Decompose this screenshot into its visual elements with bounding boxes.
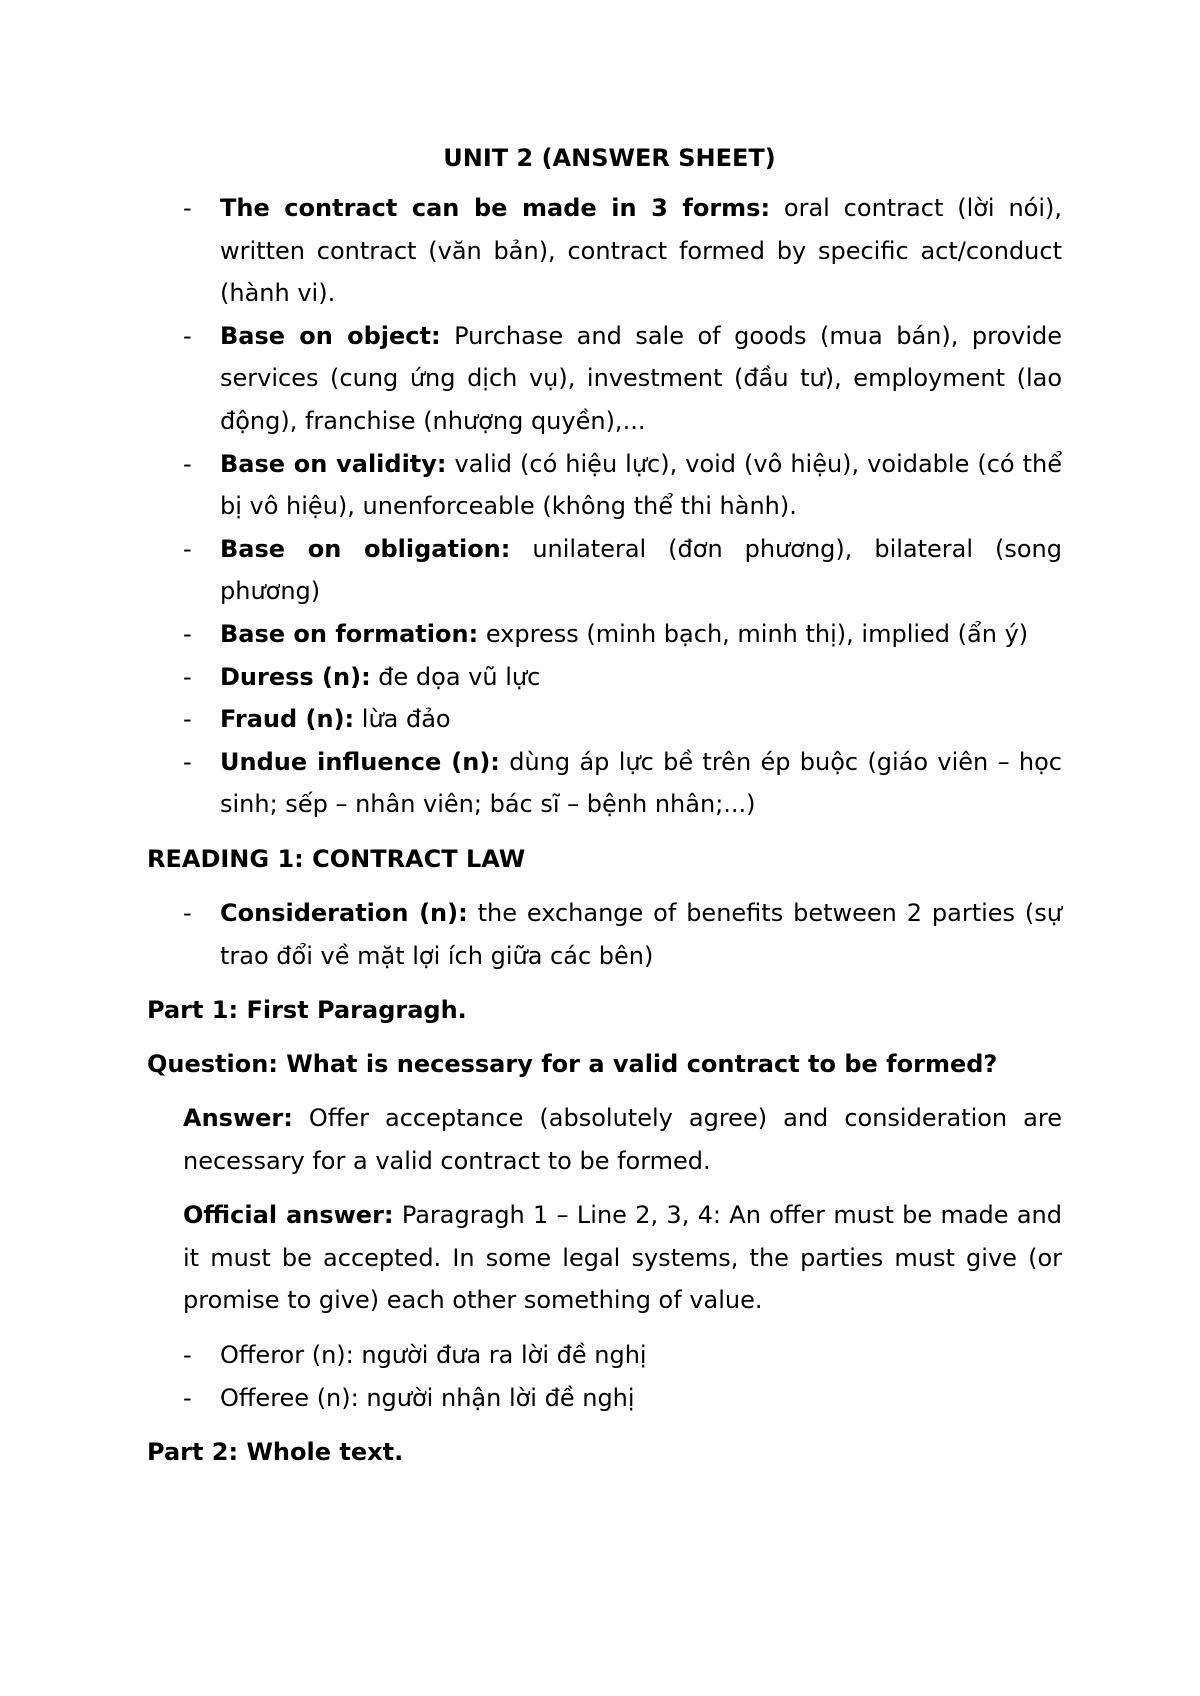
document-title: UNIT 2 (ANSWER SHEET) (443, 144, 776, 172)
definition: đe dọa vũ lực (370, 662, 541, 691)
term: Base on obligation: (220, 534, 511, 563)
term: The contract can be made in 3 forms: (220, 194, 771, 222)
official-answer-label: Official answer: (183, 1201, 394, 1230)
definition: oral contract (lời nói), written contract (văn bản), contract formed by specific act/conduct (hành vi). (220, 194, 1062, 308)
list-item (147, 892, 1062, 977)
term: Duress (n): (220, 662, 371, 691)
answer-paragraph (147, 1097, 1062, 1182)
vocab-list (147, 1334, 1062, 1419)
list-item (147, 315, 1062, 443)
answer-label: Answer: (183, 1104, 293, 1133)
answer-text: Offer acceptance (absolutely agree) and consideration are necessary for a valid contract to be formed. (183, 1104, 1062, 1175)
official-answer-paragraph (147, 1194, 1062, 1322)
list-item (147, 741, 1062, 826)
intro-list (147, 187, 1062, 826)
list-item: - Offeror (n): người đưa ra lời đề nghị (147, 1334, 1062, 1377)
part2-heading: Part 2: Whole text. (147, 1438, 404, 1467)
definition: lừa đảo (354, 705, 451, 734)
term: Undue influence (n): (220, 747, 500, 776)
term: Base on formation: (220, 619, 479, 648)
list-item (147, 528, 1062, 613)
definition: Purchase and sale of goods (mua bán), provide services (cung ứng dịch vụ), investment (đầu tư), employment (lao động), franchise (nhượng quyền),... (220, 321, 1063, 435)
reading-heading: READING 1: CONTRACT LAW (147, 844, 526, 873)
definition: unilateral (đơn phương), bilateral (song phương) (220, 534, 1062, 606)
definition: dùng áp lực bề trên ép buộc (giáo viên – học sinh; sếp – nhân viên; bác sĩ – bệnh nhân;...) (220, 747, 1063, 819)
part1-heading: Part 1: First Paragragh. (147, 996, 467, 1025)
term: Consideration (n): (220, 898, 468, 927)
question-text: Question: What is necessary for a valid contract to be formed? (147, 1050, 998, 1079)
list-item (147, 698, 1062, 741)
term: Base on validity: (220, 449, 447, 478)
reading-list (147, 892, 1062, 977)
term: Base on object: (220, 321, 441, 350)
term: Fraud (n): (220, 705, 355, 734)
list-item (147, 187, 1062, 315)
list-item (147, 443, 1062, 528)
definition: valid (có hiệu lực), void (vô hiệu), voidable (có thể bị vô hiệu), unenforceable (không thể thi hành). (220, 449, 1062, 521)
list-item (147, 656, 1062, 699)
list-item: - Offeree (n): người nhận lời đề nghị (147, 1377, 1062, 1420)
definition: express (minh bạch, minh thị), implied (ẩn ý) (478, 619, 1029, 648)
official-answer-text: Paragragh 1 – Line 2, 3, 4: An offer must be made and it must be accepted. In some legal systems, the parties must give (or promise to give) each other something of value. (183, 1201, 1063, 1315)
list-item (147, 613, 1062, 656)
definition: the exchange of benefits between 2 parties (sự trao đổi về mặt lợi ích giữa các bên) (220, 898, 1063, 970)
